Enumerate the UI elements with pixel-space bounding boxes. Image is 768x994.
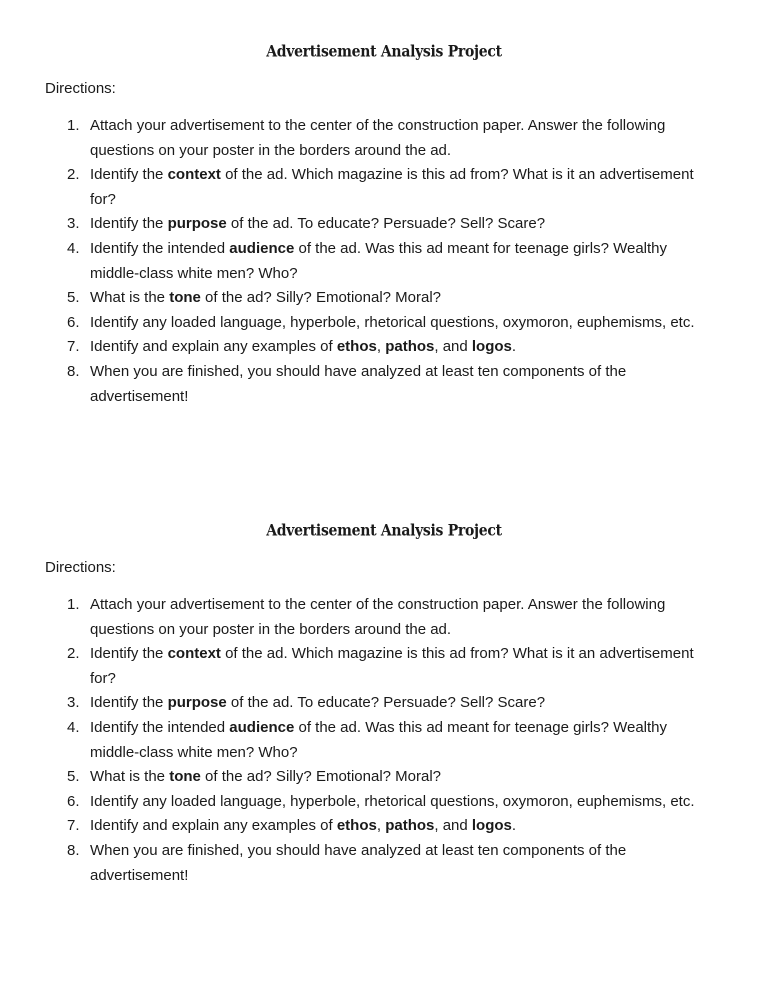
list-item-keyword: context [167,166,221,184]
list-item-text: of the ad. Was this ad meant for teenage girls? Wealthy middle-class white men? Who? [90,718,668,761]
list-item-text: , [376,338,386,356]
list-item-number: 5. [67,289,80,307]
list-item-text: What is the [90,768,170,786]
directions-label: Directions: [45,559,116,576]
list-item-keyword: logos [471,817,512,835]
list-item-number: 7. [67,817,80,835]
list-item-text: of the ad? Silly? Emotional? Moral? [200,768,442,786]
list-item-number: 2. [67,166,80,184]
list-item-text: Identify the [90,694,168,712]
list-item [0,765,768,790]
directions-label: Directions: [45,80,116,97]
list-item-keyword: tone [169,768,201,786]
list-item-text: of the ad. Was this ad meant for teenage girls? Wealthy middle-class white men? Who? [90,239,668,282]
list-item-keyword: audience [229,718,295,736]
list-item [0,593,768,642]
list-item [0,691,768,716]
list-item-keyword: pathos [385,817,435,835]
list-item-text: Identify the [90,645,168,663]
list-item-number: 8. [67,362,80,380]
list-item-number: 3. [67,215,80,233]
page-title: Advertisement Analysis Project [266,42,502,62]
list-item [0,311,768,336]
list-item-text: Identify the [90,215,168,233]
list-item [0,642,768,691]
directions-list [0,114,768,409]
list-item-text: of the ad? Silly? Emotional? Moral? [200,289,442,307]
list-item-keyword: context [167,645,221,663]
list-item-number: 3. [67,694,80,712]
list-item-text: Identify the intended [90,239,230,257]
list-item-keyword: ethos [336,817,377,835]
list-item-keyword: tone [169,289,201,307]
list-item-number: 4. [67,718,80,736]
list-item-text: of the ad. To educate? Persuade? Sell? Scare? [226,694,546,712]
list-item [0,335,768,360]
list-item-text: , and [434,338,472,356]
list-item-keyword: logos [471,338,512,356]
list-item-number: 4. [67,239,80,257]
list-item-text: Attach your advertisement to the center of the construction paper. Answer the following questions on your poster in the borders around the ad. [90,596,666,638]
list-item-text: When you are finished, you should have analyzed at least ten components of the advertisement! [90,841,627,884]
list-item-text: When you are finished, you should have analyzed at least ten components of the advertisement! [90,362,627,405]
list-item-text: Identify any loaded language, hyperbole, rhetorical questions, oxymoron, euphemisms, etc. [90,792,695,810]
list-item [0,212,768,237]
list-item-text: Attach your advertisement to the center of the construction paper. Answer the following questions on your poster in the borders around the ad. [90,117,666,159]
list-item-text: What is the [90,289,170,307]
list-item-text: Identify the intended [90,718,230,736]
list-item-text: Identify any loaded language, hyperbole, rhetorical questions, oxymoron, euphemisms, etc. [90,313,695,331]
list-item [0,360,768,409]
list-item-number: 2. [67,645,80,663]
list-item-text: Identify and explain any examples of [90,338,337,356]
list-item-keyword: pathos [385,338,435,356]
list-item-number: 6. [67,792,80,810]
list-item-keyword: purpose [167,694,227,712]
list-item-number: 1. [67,117,80,134]
list-item-number: 6. [67,313,80,331]
list-item [0,814,768,839]
list-item-number: 5. [67,768,80,786]
list-item-text: Identify the [90,166,168,184]
list-item-text: , [376,817,386,835]
page-title: Advertisement Analysis Project [266,521,502,541]
list-item [0,716,768,765]
list-item-number: 7. [67,338,80,356]
list-item-text: of the ad. To educate? Persuade? Sell? Scare? [226,215,546,233]
list-item [0,237,768,286]
directions-list [0,593,768,888]
list-item [0,790,768,815]
list-item-text: of the ad. Which magazine is this ad from? What is it an advertisement for? [90,166,694,208]
list-item-keyword: purpose [167,215,227,233]
list-item [0,286,768,311]
list-item-keyword: ethos [336,338,377,356]
list-item-number: 1. [67,596,80,613]
list-item-text: . [511,338,517,356]
list-item [0,163,768,212]
list-item-text: , and [434,817,472,835]
list-item-text: of the ad. Which magazine is this ad from? What is it an advertisement for? [90,645,694,687]
list-item [0,114,768,163]
list-item-text: Identify and explain any examples of [90,817,337,835]
list-item [0,839,768,888]
list-item-number: 8. [67,841,80,859]
list-item-keyword: audience [229,239,295,257]
list-item-text: . [511,817,517,835]
